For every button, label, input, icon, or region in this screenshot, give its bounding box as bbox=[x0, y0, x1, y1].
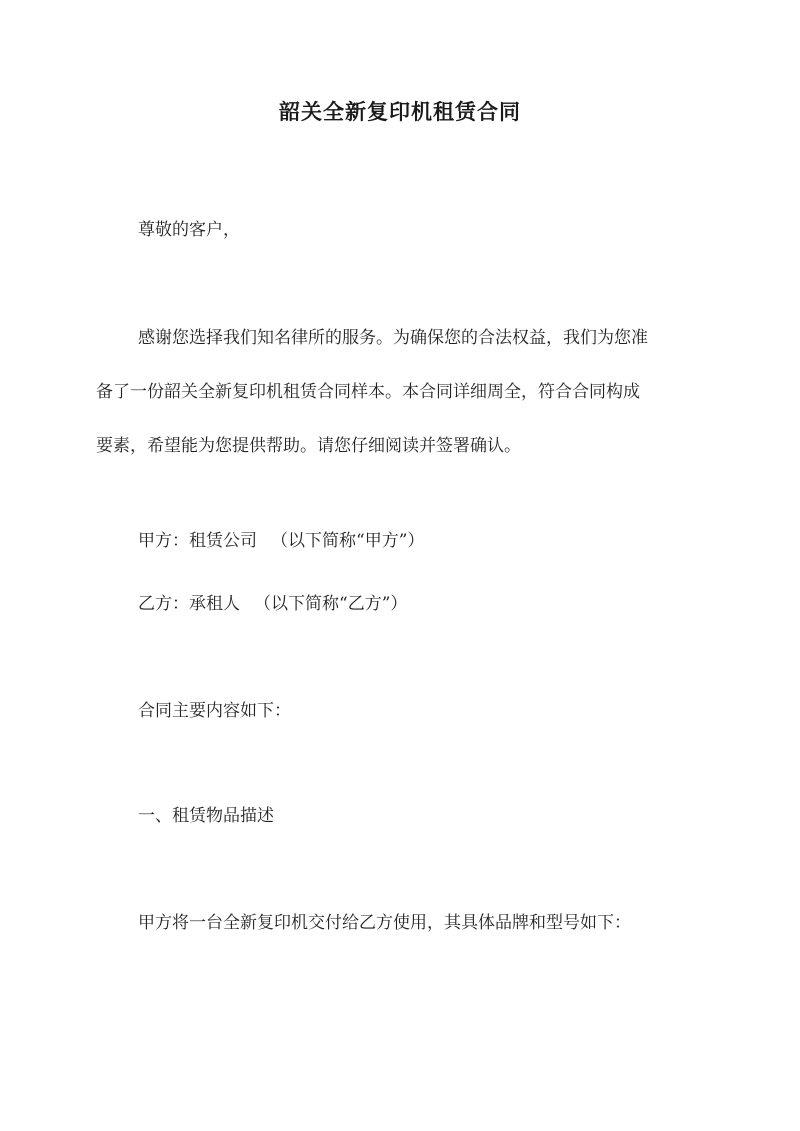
intro-line-2: 备了一份韶关全新复印机租赁合同样本。本合同详细周全，符合合同构成 bbox=[96, 382, 640, 402]
party-a bbox=[138, 527, 424, 555]
party-a-label: 甲方：租赁公司 bbox=[138, 531, 257, 551]
greeting: 尊敬的客户， bbox=[138, 220, 240, 240]
party-b-note: （以下简称“乙方”） bbox=[254, 594, 408, 614]
section-1-heading: 一、租赁物品描述 bbox=[138, 806, 274, 826]
party-b bbox=[138, 590, 407, 618]
intro-line-3: 要素，希望能为您提供帮助。请您仔细阅读并签署确认。 bbox=[96, 436, 521, 456]
party-b-label: 乙方：承租人 bbox=[138, 594, 240, 614]
section-1-text: 甲方将一台全新复印机交付给乙方使用，其具体品牌和型号如下： bbox=[138, 913, 631, 933]
contents-intro: 合同主要内容如下： bbox=[138, 701, 291, 721]
document-title: 韶关全新复印机租赁合同 bbox=[279, 99, 521, 124]
intro-line-1: 感谢您选择我们知名律所的服务。为确保您的合法权益，我们为您准 bbox=[138, 328, 648, 348]
party-a-note: （以下简称“甲方”） bbox=[271, 531, 425, 551]
